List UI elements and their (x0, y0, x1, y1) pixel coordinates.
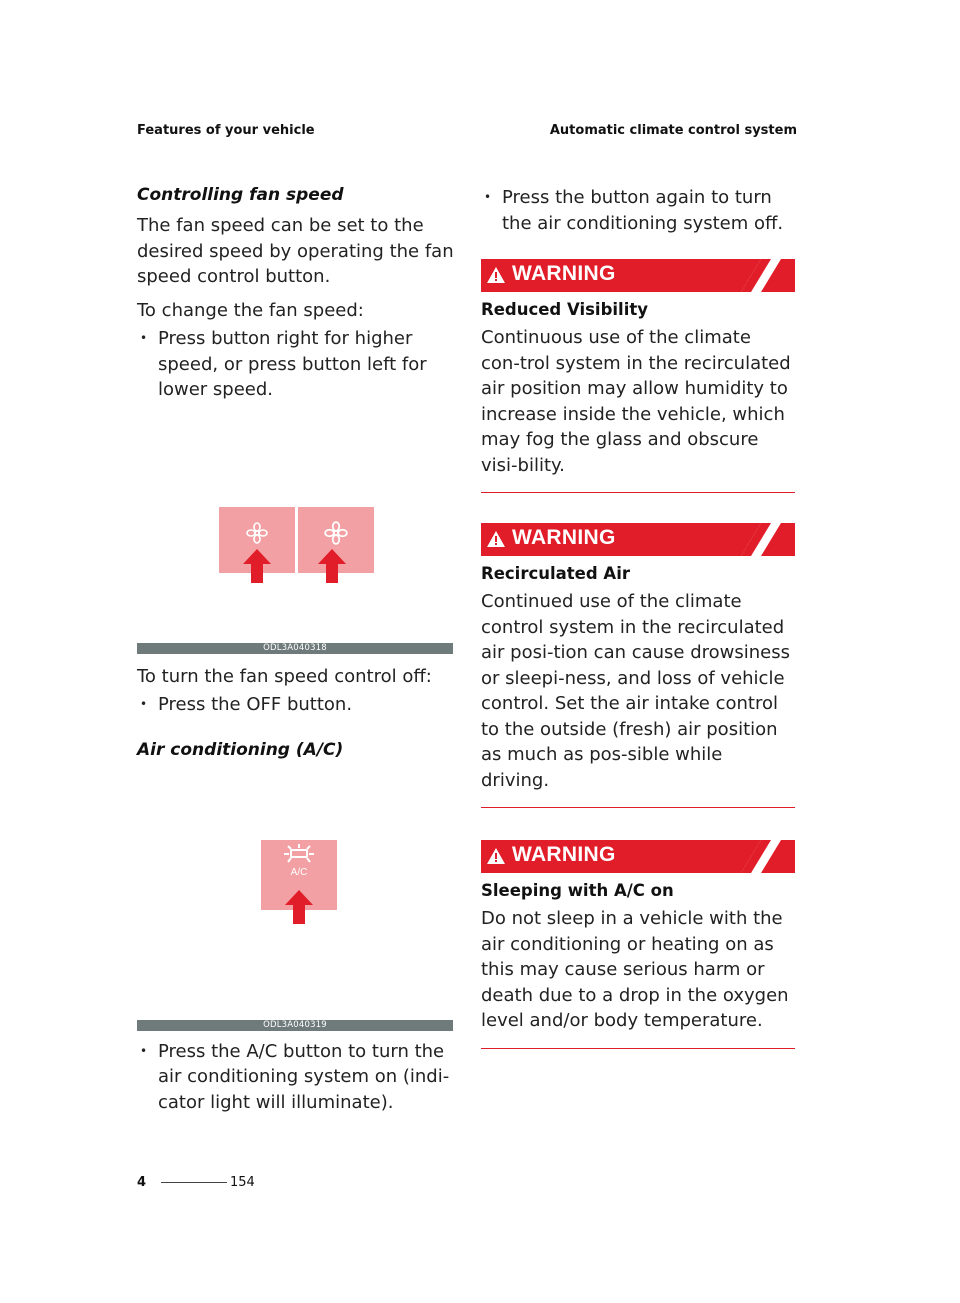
ac-off-bullet: • Press the button again to turn the air conditioning system off. (481, 185, 795, 236)
arrow-up-icon (243, 549, 271, 583)
section-number: 4 (137, 1175, 147, 1190)
ac-button-figure (137, 840, 453, 1020)
warning-stripes (741, 523, 795, 556)
warning-title: Sleeping with A/C on (481, 881, 674, 900)
figure-caption: ODL3A040319 (137, 1020, 453, 1031)
warning-divider (481, 1048, 795, 1049)
left-column (137, 185, 455, 1115)
fan-buttons-figure (137, 483, 453, 643)
footer-rule (161, 1182, 227, 1183)
warning-body: Do not sleep in a vehicle with the air conditioning or heating on as this may cause serious harm or death due to a drop in the oxygen level and/or body temperature. (481, 908, 789, 1031)
turn-off-paragraph: To turn the fan speed control off: (137, 665, 432, 687)
warning-banner (481, 259, 795, 292)
off-button-bullet: • Press the OFF button. (137, 692, 455, 718)
ac-heading: Air conditioning (A/C) (137, 739, 344, 760)
ac-snowflake-icon (282, 844, 316, 864)
warning-label: WARNING (512, 526, 616, 549)
arrow-up-icon (318, 549, 346, 583)
warning-label: WARNING (512, 262, 616, 285)
warning-title: Recirculated Air (481, 564, 630, 583)
fan-icon (323, 520, 349, 546)
warning-banner (481, 523, 795, 556)
warning-title: Reduced Visibility (481, 300, 649, 319)
page-number: 154 (230, 1175, 255, 1190)
warning-block (481, 259, 795, 493)
warning-body: Continued use of the climate control system in the recirculated air posi-tion can cause drowsiness or sleepi-ness, and loss of vehicle control. Set the air intake control to the outside (fresh) air position as much as pos-sible while driving. (481, 591, 791, 791)
warning-divider (481, 492, 795, 493)
arrow-up-icon (285, 890, 313, 924)
warning-block (481, 523, 795, 808)
warning-body: Continuous use of the climate con-trol system in the recirculated air position may allow humidity to increase inside the vehicle, which may fog the glass and obscure visi-bility. (481, 327, 791, 476)
right-column (481, 185, 795, 1049)
running-header-left: Features of your vehicle (137, 123, 315, 138)
figure-caption: ODL3A040318 (137, 643, 453, 654)
warning-triangle-icon (487, 531, 505, 547)
ac-on-bullet: • Press the A/C button to turn the air conditioning system on (indi-cator light will illuminate). (137, 1039, 455, 1116)
fan-icon (245, 521, 269, 545)
fan-speed-heading: Controlling fan speed (137, 185, 344, 205)
warning-label: WARNING (512, 843, 616, 866)
warning-banner (481, 840, 795, 873)
change-fan-speed-paragraph: To change the fan speed: (137, 299, 364, 321)
running-header-right: Automatic climate control system (549, 123, 797, 138)
warning-triangle-icon (487, 848, 505, 864)
fan-speed-paragraph: The fan speed can be set to the desired speed by operating the fan speed control button. (137, 215, 454, 287)
warning-stripes (741, 259, 795, 292)
warning-block (481, 840, 795, 1049)
warning-divider (481, 807, 795, 808)
ac-button-label: A/C (290, 866, 308, 878)
warning-triangle-icon (487, 267, 505, 283)
fan-speed-bullet: • Press button right for higher speed, or press button left for lower speed. (137, 326, 455, 403)
warning-stripes (741, 840, 795, 873)
